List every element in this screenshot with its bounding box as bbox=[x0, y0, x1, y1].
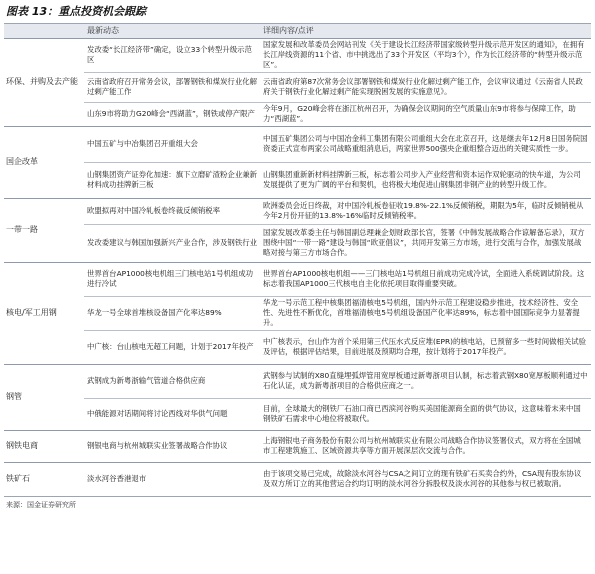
detail-cell: 中广核表示，台山作为首个采用第三代压水式反应堆(EPR)的核电站，已预留多一些时间做相关试验及评估，根据评估结果，目前进展及预期均合理，按计划将于2017年投产。 bbox=[260, 330, 591, 364]
detail-cell: 上海钢银电子商务股份有限公司与杭州城联实业有限公司战略合作协议签署仪式，双方将在全国城市工程建筑施工、区域资源共享等方面开展深层次交流与合作。 bbox=[260, 430, 591, 462]
category-cell: 一带一路 bbox=[4, 198, 84, 262]
table-row bbox=[4, 162, 591, 198]
news-cell: 钢银电商与杭州城联实业签署战略合作协议 bbox=[84, 430, 260, 462]
news-cell: 山东9市将助力G20峰会“西湖蓝”，钢铁或停产限产 bbox=[84, 102, 260, 126]
table-row bbox=[4, 330, 591, 364]
header-news: 最新动态 bbox=[84, 24, 260, 39]
detail-cell: 武钢参与试制的X80直缝埋弧焊管用宽厚板通过新粤浙项目认制，标志着武钢X80宽厚板顺利通过中石化认证，成为新粤浙项目的合格供应商之一。 bbox=[260, 364, 591, 398]
news-cell: 淡水河谷香港退市 bbox=[84, 462, 260, 496]
detail-cell: 华龙一号示范工程中核集团福清核电5号机组，国内外示范工程建设稳步推进，技术经济性、安全性、先进性不断优化，首堆福清核电5号机组设备国产化率达89%，标志着中国国际竞争力显著提升。 bbox=[260, 296, 591, 330]
news-cell: 云南省政府召开常务会议，部署钢铁和煤炭行业化解过剩产能工作 bbox=[84, 72, 260, 102]
news-cell: 山钢集团资产证券化加速：旗下立磨矿渣粉企业兼新材料成功挂牌新三板 bbox=[84, 162, 260, 198]
category-cell: 钢管 bbox=[4, 364, 84, 430]
table-row bbox=[4, 39, 591, 73]
detail-cell: 欧洲委员会近日终裁，对中国冷轧板卷征收19.8%-22.1%反倾销税，期限为5年，临时反倾销税从今年2月份开征的13.8%-16%临时反倾销税率。 bbox=[260, 198, 591, 224]
detail-cell: 中国五矿集团公司与中国冶金科工集团有限公司重组大会在北京召开，这是继去年12月8日国务院国资委正式宣布两家公司战略重组消息后，两家世界500强央企重组整合迈出的关键实质性一步。 bbox=[260, 126, 591, 162]
category-cell: 环保、并购及去产能 bbox=[4, 39, 84, 127]
table-row bbox=[4, 198, 591, 224]
table-row bbox=[4, 224, 591, 262]
detail-cell: 国家发展和改革委员会网站刊发《关于建设长江经济带国家级转型升级示范开发区的通知》，在拥有长江岸线资源的11个省、市中挑选出了33个开发区（平均3个），作为长江经济带的“转型升级示范区”。 bbox=[260, 39, 591, 73]
detail-cell: 由于该项交易已完成，故除淡水河谷与CSA之间订立的现有铁矿石买卖合约外，CSA现有股东协议及双方所订立的其他营运合约均订明的淡水河谷分拆股权及淡水河谷的其他参与权已被取消。 bbox=[260, 462, 591, 496]
news-cell: 中广核：台山核电无超工问题，计划于2017年投产 bbox=[84, 330, 260, 364]
source-note: 来源：国金证券研究所 bbox=[6, 500, 76, 509]
detail-cell: 今年9月，G20峰会将在浙江杭州召开，为确保会议期间的空气质量山东9市将参与保障工作，助力“西湖蓝”。 bbox=[260, 102, 591, 126]
news-cell: 世界首台AP1000核电机组三门核电站1号机组成功进行冷试 bbox=[84, 262, 260, 296]
category-cell: 核电/军工用钢 bbox=[4, 262, 84, 364]
category-cell: 国企改革 bbox=[4, 126, 84, 198]
detail-cell: 山钢集团重新新材料挂牌新三板，标志着公司步入产业经营和资本运作双轮驱动的快车道，为公司发展提供了更为广阔的平台和契机，也将极大地促进山钢集团非钢产业的转型升级工作。 bbox=[260, 162, 591, 198]
detail-cell: 云南省政府第87次常务会议部署钢铁和煤炭行业化解过剩产能工作，会议审议通过《云南省人民政府关于钢铁行业化解过剩产能实现脱困发展的实施意见》。 bbox=[260, 72, 591, 102]
table-row bbox=[4, 72, 591, 102]
news-cell: 发改委建议与韩国加强新兴产业合作，涉及钢铁行业 bbox=[84, 224, 260, 262]
table-row bbox=[4, 364, 591, 398]
table-row bbox=[4, 126, 591, 162]
header-category bbox=[4, 24, 84, 39]
table-row bbox=[4, 430, 591, 462]
category-cell: 铁矿石 bbox=[4, 462, 84, 496]
figure-title: 图表 13：重点投资机会跟踪 bbox=[6, 5, 147, 18]
news-cell: 欧盟拟再对中国冷轧板卷终裁反倾销税率 bbox=[84, 198, 260, 224]
news-cell: 华龙一号全球首堆核设备国产化率达89% bbox=[84, 296, 260, 330]
table-row bbox=[4, 102, 591, 126]
table-row bbox=[4, 296, 591, 330]
table-row bbox=[4, 462, 591, 496]
news-cell: 武钢成为新粤浙输气管道合格供应商 bbox=[84, 364, 260, 398]
detail-cell: 世界首台AP1000核电机组——三门核电站1号机组日前成功完成冷试，全面进入系统调试阶段。这标志着我国AP1000三代核电自主化依托项目取得重要突破。 bbox=[260, 262, 591, 296]
category-cell: 钢铁电商 bbox=[4, 430, 84, 462]
tracking-table bbox=[4, 23, 591, 497]
detail-cell: 国家发展改革委主任与韩国副总理兼企划财政部长官，签署《中韩发展战略合作谅解备忘录》，双方围绕中国“一带一路”建设与韩国“欧亚倡议”，共同开发第三方市场，进行交流与合作，加强发展战略对接与第三方市场合作。 bbox=[260, 224, 591, 262]
header-detail: 详细内容/点评 bbox=[260, 24, 591, 39]
detail-cell: 目前，全球最大的钢铁厂石油口商已西滨河谷购买美国能源商全面的供气协议，这意味着未来中国钢铁矿石需求中心地位将被取代。 bbox=[260, 398, 591, 430]
table-row bbox=[4, 262, 591, 296]
news-cell: 中俄能源对话期间将讨论西线对华供气问题 bbox=[84, 398, 260, 430]
table-body bbox=[4, 39, 591, 497]
news-cell: 发改委“长江经济带”确定，设立33个转型升级示范区 bbox=[84, 39, 260, 73]
table-header-row bbox=[4, 24, 591, 39]
table-row bbox=[4, 398, 591, 430]
page bbox=[4, 3, 591, 510]
news-cell: 中国五矿与中冶集团召开重组大会 bbox=[84, 126, 260, 162]
